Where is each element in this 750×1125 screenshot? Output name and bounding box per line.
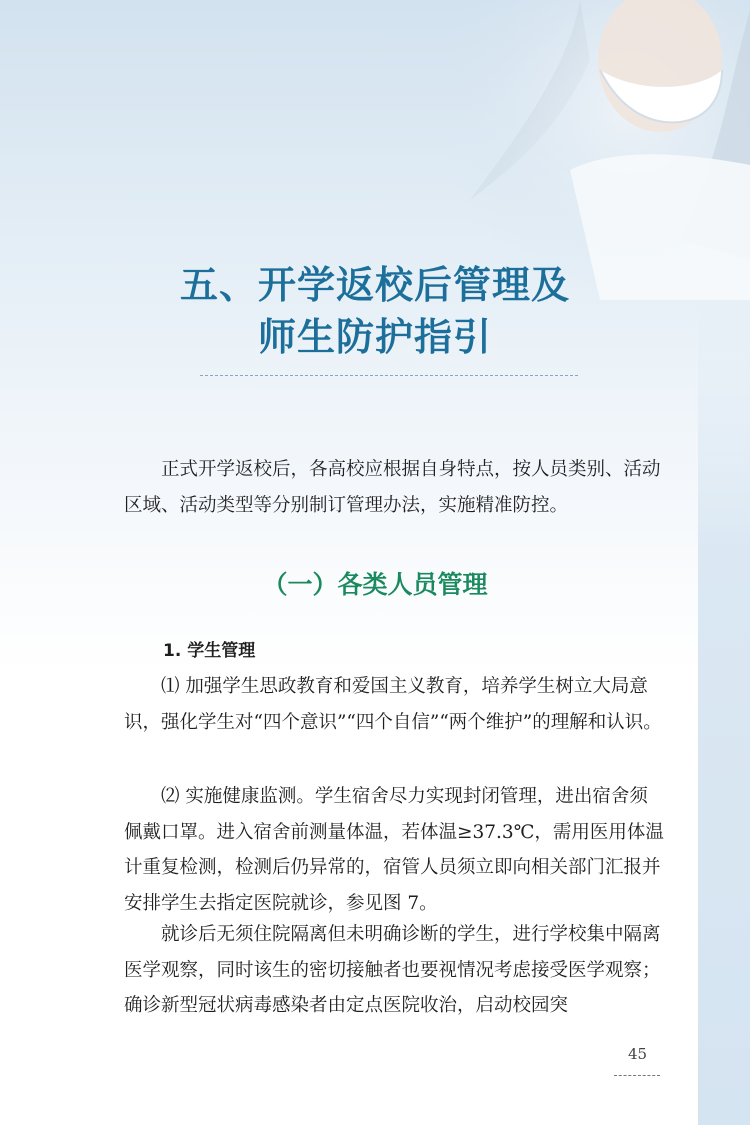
page-number: 45 [628,1045,648,1063]
chapter-title-line2: 师生防护指引 [257,315,492,359]
section-heading: （一）各类人员管理 [262,570,488,599]
intro-paragraph: 正式开学返校后，各高校应根据自身特点，按人员类别、活动区域、活动类型等分别制订管理办法，实施精准防控。 [124,459,661,516]
margin-strip [698,300,750,1125]
subsection-heading: 1. 学生管理 [163,641,256,661]
body-paragraph-2: ⑵ 实施健康监测。学生宿舍尽力实现封闭管理，进出宿舍须佩戴口罩。进入宿舍前测量体温，若体温≥37.3℃，需用医用体温计重复检测，检测后仍异常的，宿管人员须立即向相关部门汇报并安排学生去指定医院就诊，参见图 7。 [124,786,664,914]
title-divider [200,375,578,376]
page-number-divider [614,1075,660,1076]
body-paragraph-1: ⑴ 加强学生思政教育和爱国主义教育，培养学生树立大局意识，强化学生对“四个意识”“四个自信”“两个维护”的理解和认识。 [124,676,662,733]
chapter-title-line1: 五、开学返校后管理及 [179,263,570,307]
body-paragraph-3: 就诊后无须住院隔离但未明确诊断的学生，进行学校集中隔离医学观察，同时该生的密切接触者也要视情况考虑接受医学观察；确诊新型冠状病毒感染者由定点医院收治，启动校园突 [124,924,661,1016]
